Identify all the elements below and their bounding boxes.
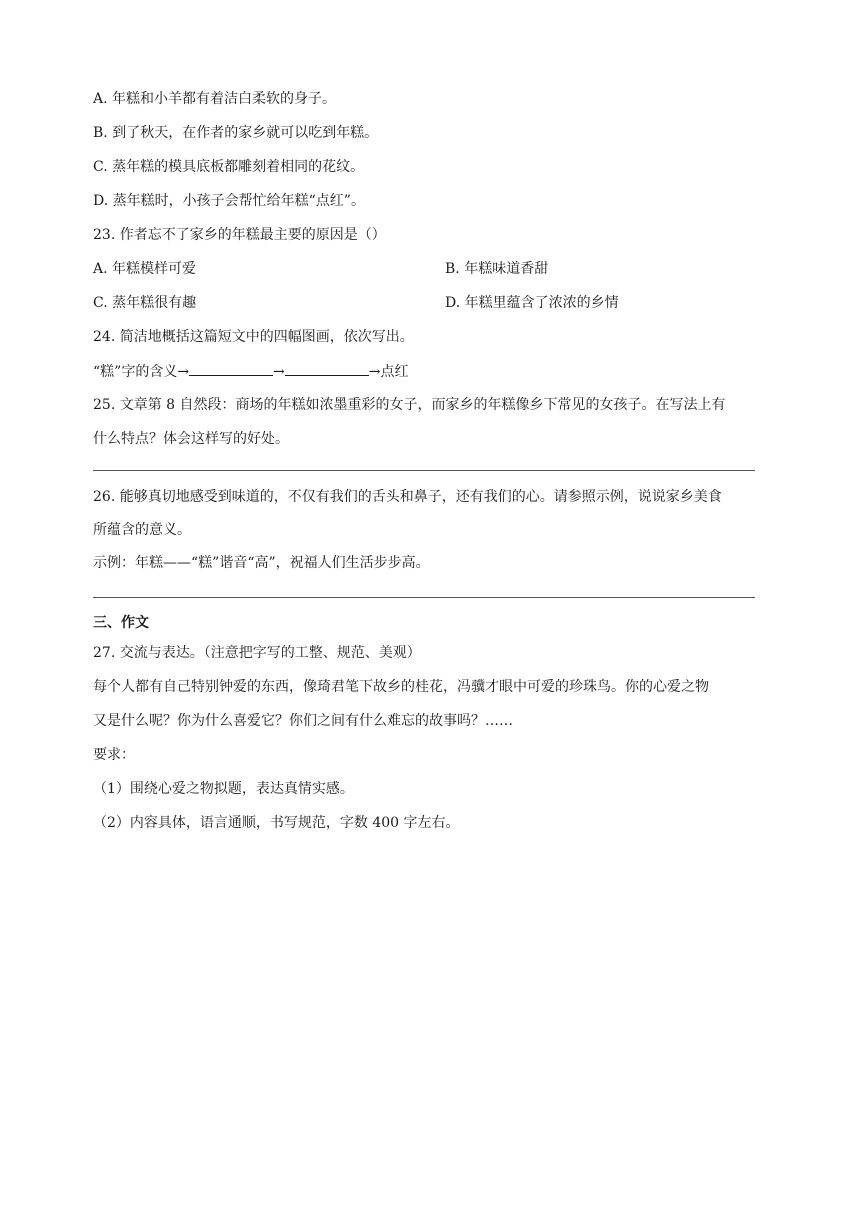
q27-requirement-2: （2）内容具体，语言通顺，书写规范，字数 400 字左右。	[93, 815, 460, 831]
q27-stem: 27. 交流与表达。（注意把字写的工整、规范、美观）	[93, 645, 421, 661]
q24-part1: “糕”字的含义→	[93, 364, 190, 380]
q22-option-b: B. 到了秋天，在作者的家乡就可以吃到年糕。	[93, 125, 379, 141]
q25-line2: 什么特点？体会这样写的好处。	[93, 431, 289, 447]
q24-answer-line	[93, 361, 409, 382]
q26-answer-rule[interactable]	[93, 597, 755, 598]
q23-option-c: C. 蒸年糕很有趣	[93, 295, 197, 311]
q26-example: 示例：年糕——“糕”谐音“高”，祝福人们生活步步高。	[93, 555, 430, 571]
q24-part-end: →点红	[368, 364, 409, 380]
q27-prompt-line1: 每个人都有自己特别钟爱的东西，像琦君笔下故乡的桂花，冯骥才眼中可爱的珍珠鸟。你的心爱之物	[93, 679, 709, 695]
q22-option-a: A. 年糕和小羊都有着洁白柔软的身子。	[93, 91, 337, 107]
section3-title: 三、作文	[93, 615, 149, 631]
answer-blank-1[interactable]	[189, 361, 273, 376]
q22-option-c: C. 蒸年糕的模具底板都雕刻着相同的花纹。	[93, 159, 365, 175]
q24-stem: 24. 简洁地概括这篇短文中的四幅图画，依次写出。	[93, 329, 414, 345]
q22-option-d: D. 蒸年糕时，小孩子会帮忙给年糕“点红”。	[93, 193, 365, 209]
q25-answer-rule[interactable]	[93, 470, 755, 471]
q25-line1: 25. 文章第 8 自然段：商场的年糕如浓墨重彩的女子，而家乡的年糕像乡下常见的女孩子。在写法上有	[93, 397, 726, 413]
q27-requirements-label: 要求：	[93, 747, 135, 763]
q26-line1: 26. 能够真切地感受到味道的，不仅有我们的舌头和鼻子，还有我们的心。请参照示例，说说家乡美食	[93, 489, 722, 505]
q23-option-d: D. 年糕里蕴含了浓浓的乡情	[445, 295, 619, 311]
q23-stem: 23. 作者忘不了家乡的年糕最主要的原因是（）	[93, 227, 386, 243]
q26-line2: 所蕴含的意义。	[93, 522, 191, 538]
q27-requirement-1: （1）围绕心爱之物拟题，表达真情实感。	[93, 781, 354, 797]
q24-arrow: →	[273, 364, 285, 380]
q23-option-b: B. 年糕味道香甜	[445, 261, 549, 277]
q27-prompt-line2: 又是什么呢？你为什么喜爱它？你们之间有什么难忘的故事吗？……	[93, 713, 513, 729]
q23-option-a: A. 年糕模样可爱	[93, 261, 197, 277]
answer-blank-2[interactable]	[285, 361, 369, 376]
